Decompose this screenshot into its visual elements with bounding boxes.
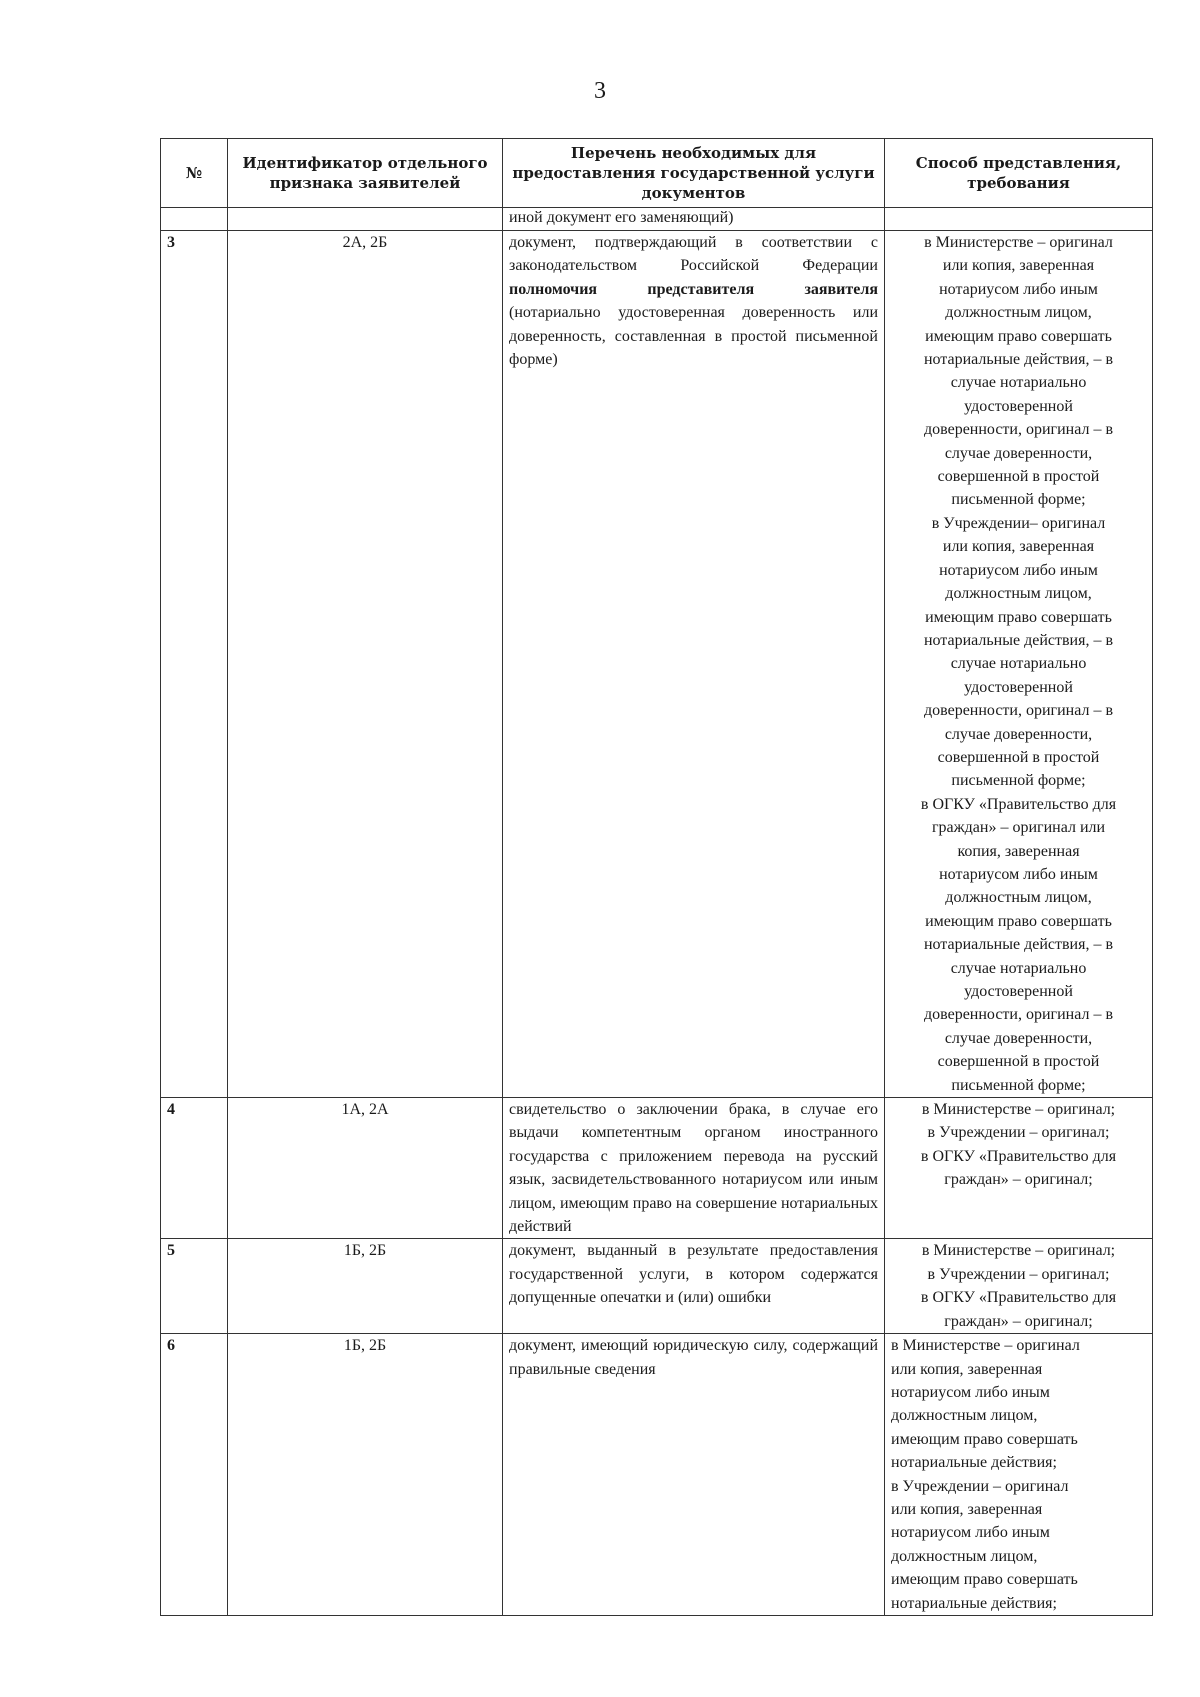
page-number: 3 (594, 78, 606, 104)
continuation-text: иной документ его заменяющий) (503, 208, 885, 231)
row-method: в Министерстве – оригинал или копия, заверенная нотариусом либо иным должностным лицом, имеющим право совершать нотариальные действия, – в случае нотариально удостоверенной доверенности, оригинал – в случае доверенности, совершенной в простой письменной форме; в Учреждении– оригинал или копия, заверенная нотариусом либо иным должностным лицом, имеющим право совершать нотариальные действия, – в случае нотариально удостоверенной доверенности, оригинал – в случае доверенности, совершенной в простой письменной форме; в ОГКУ «Правительство для граждан» – оригинал или копия, заверенная нотариусом либо иным должностным лицом, имеющим право совершать нотариальные действия, – в случае нотариально удостоверенной доверенности, оригинал – в случае доверенности, совершенной в простой письменной форме; (885, 231, 1153, 1098)
row-document: свидетельство о заключении брака, в случае его выдачи компетентным органом иностранного государства с приложением перевода на русский язык, засвидетельствованного нотариусом или иным лицом, имеющим право на совершение нотариальных действий (503, 1098, 885, 1239)
row-identifier: 1Б, 2Б (228, 1334, 503, 1616)
header-identifier: Идентификатор отдельного признака заявителей (228, 139, 503, 208)
header-documents: Перечень необходимых для предоставления государственной услуги документов (503, 139, 885, 208)
row-document: документ, имеющий юридическую силу, содержащий правильные сведения (503, 1334, 885, 1616)
row-method: в Министерстве – оригинал; в Учреждении – оригинал; в ОГКУ «Правительство для граждан» – оригинал; (885, 1098, 1153, 1239)
row-number: 6 (161, 1334, 228, 1616)
row-document: документ, подтверждающий в соответствии с законодательством Российской Федерации полномочия представителя заявителя (нотариально удостоверенная доверенность или доверенность, составленная в простой письменной форме) (503, 231, 885, 1098)
row-identifier: 2А, 2Б (228, 231, 503, 1098)
row-document: документ, выданный в результате предоставления государственной услуги, в котором содержатся допущенные опечатки и (или) ошибки (503, 1239, 885, 1334)
header-method: Способ представления, требования (885, 139, 1153, 208)
authority-emphasis: полномочия представителя заявителя (509, 280, 878, 298)
row-number: 4 (161, 1098, 228, 1239)
row-method: в Министерстве – оригинал; в Учреждении – оригинал; в ОГКУ «Правительство для граждан» – оригинал; (885, 1239, 1153, 1334)
row-number: 5 (161, 1239, 228, 1334)
table-header-row (161, 139, 1153, 208)
table-row-continuation (161, 208, 1153, 231)
header-number: № (161, 139, 228, 208)
row-method: в Министерстве – оригинал или копия, заверенная нотариусом либо иным должностным лицом, имеющим право совершать нотариальные действия; в Учреждении – оригинал или копия, заверенная нотариусом либо иным должностным лицом, имеющим право совершать нотариальные действия; (885, 1334, 1153, 1616)
table-row-3 (161, 231, 1153, 1098)
row-number: 3 (161, 231, 228, 1098)
table-row-6 (161, 1334, 1153, 1616)
documents-table (160, 138, 1153, 1616)
row-identifier: 1А, 2А (228, 1098, 503, 1239)
row-identifier: 1Б, 2Б (228, 1239, 503, 1334)
table-row-5 (161, 1239, 1153, 1334)
table-row-4 (161, 1098, 1153, 1239)
